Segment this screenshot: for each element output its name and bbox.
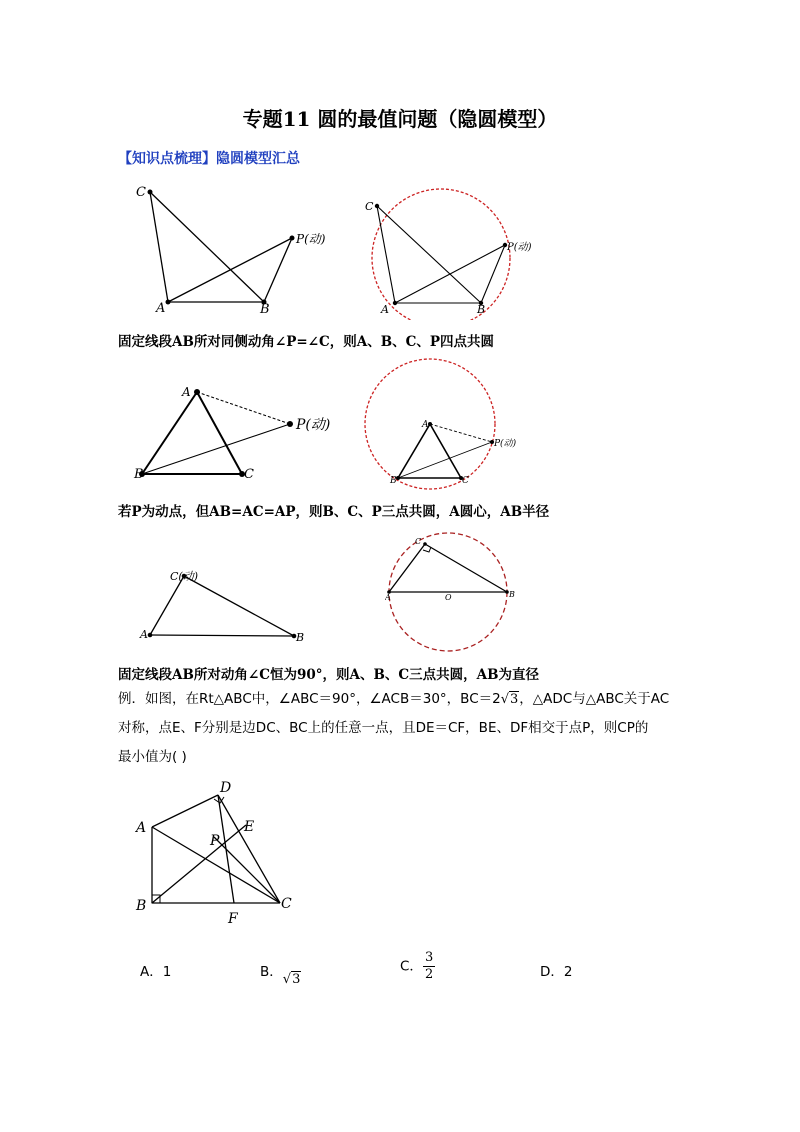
sqrt-symbol: √3 [500, 692, 519, 707]
model1-caption: 固定线段AB所对同侧动角∠P=∠C，则A、B、C、P四点共圆 [118, 334, 494, 350]
label-b: B [136, 898, 147, 914]
label-a: A [422, 420, 429, 430]
label-p: P(动) [296, 232, 326, 246]
label-c: C [415, 537, 422, 546]
label-b: B [477, 303, 486, 316]
label-c: C [244, 467, 254, 482]
example-line-3: 最小值为( ) [118, 749, 187, 765]
label-f: F [228, 911, 238, 927]
fraction: $\frac{3}{2}$ [424, 950, 434, 982]
model3-figure-right [385, 530, 525, 655]
option-b[interactable]: B．√3 [260, 964, 301, 987]
option-d[interactable]: D．2 [540, 964, 573, 980]
example-problem [118, 685, 688, 772]
label-c: C [281, 896, 292, 912]
page-title: 专题11 圆的最值问题（隐圆模型） [242, 107, 558, 131]
label-c: C(动) [170, 570, 198, 583]
label-a: A [140, 628, 148, 641]
option-a[interactable]: A．1 [140, 964, 172, 980]
label-a: A [381, 303, 389, 316]
example-line-2: 对称，点E、F分别是边DC、BC上的任意一点，且DE＝CF，BE、DF相交于点P，则CP的 [118, 720, 649, 736]
sqrt-symbol: √3 [282, 972, 301, 987]
label-a: A [182, 385, 191, 399]
label-b: B [134, 467, 144, 482]
label-o: O [445, 593, 452, 602]
label-p: P(动) [494, 439, 517, 449]
option-c[interactable]: C． $\frac{3}{2}$ [400, 950, 434, 982]
model1-figure-left [120, 180, 350, 320]
label-b: B [296, 631, 305, 644]
label-d: D [220, 780, 232, 796]
label-c: C [462, 476, 469, 486]
model2-caption: 若P为动点，但AB=AC=AP，则B、C、P三点共圆，A圆心，AB半径 [118, 504, 550, 520]
label-c: C [365, 200, 374, 213]
label-a: A [136, 820, 147, 836]
label-e: E [244, 819, 255, 835]
label-p: P(动) [296, 417, 331, 433]
label-c: C [136, 185, 146, 200]
label-p: P [210, 833, 220, 849]
label-b: B [260, 302, 270, 317]
example-figure [130, 775, 310, 930]
model3-caption: 固定线段AB所对动角∠C恒为90°，则A、B、C三点共圆，AB为直径 [118, 667, 539, 683]
model2-figure-left [120, 378, 350, 488]
model1-figure-right [355, 180, 535, 320]
label-a: A [385, 593, 391, 602]
label-a: A [156, 301, 166, 316]
model2-figure-right [360, 355, 540, 495]
label-b: B [509, 590, 515, 599]
model3-figure-left [130, 560, 320, 650]
label-p: P(动) [507, 242, 532, 253]
label-b: B [390, 476, 397, 486]
example-line-1: 例．如图，在Rt△ABC中，∠ABC＝90°，∠ACB＝30°，BC＝2√3，△ADC与△ABC关于AC [118, 685, 688, 714]
section-heading: 【知识点梳理】隐圆模型汇总 [118, 151, 300, 167]
